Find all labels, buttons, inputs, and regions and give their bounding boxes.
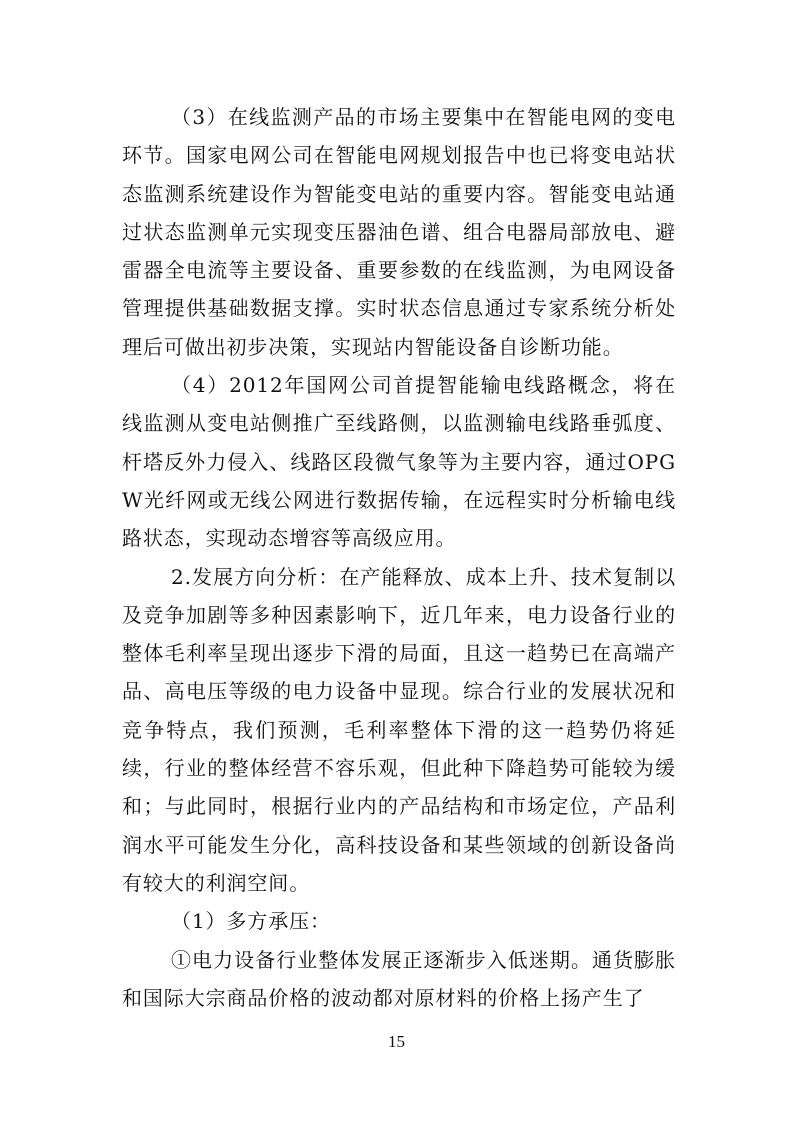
page-number: 15 — [388, 1032, 405, 1051]
paragraph-smart-transmission-line: （4）2012年国网公司首提智能输电线路概念，将在线监测从变电站侧推广至线路侧，以监测输电线路垂弧度、杆塔反外力侵入、线路区段微气象等为主要内容，通过OPGW光纤网或无线公网进行数据传输，在远程实时分析输电线路状态，实现动态增容等高级应用。 — [122, 373, 676, 551]
paragraph-online-monitoring-substation: （3）在线监测产品的市场主要集中在智能电网的变电环节。国家电网公司在智能电网规划报告中也已将变电站状态监测系统建设作为智能变电站的重要内容。智能变电站通过状态监测单元实现变压器油色谱、组合电器局部放电、避雷器全电流等主要设备、重要参数的在线监测，为电网设备管理提供基础数据支撑。实时状态信息通过专家系统分析处理后可做出初步决策，实现站内智能设备自诊断功能。 — [122, 105, 676, 359]
paragraph-multiple-pressures-heading: （1）多方承压： — [171, 909, 331, 934]
paragraph-development-direction: 2.发展方向分析：在产能释放、成本上升、技术复制以及竞争加剧等多种因素影响下，近几年来，电力设备行业的整体毛利率呈现出逐步下滑的局面，且这一趋势已在高端产品、高电压等级的电力设备中显现。综合行业的发展状况和竞争特点，我们预测，毛利率整体下滑的这一趋势仍将延续，行业的整体经营不容乐观，但此种下降趋势可能较为缓和；与此同时，根据行业内的产品结构和市场定位，产品利润水平可能发生分化，高科技设备和某些领域的创新设备尚有较大的利润空间。 — [122, 564, 676, 895]
body-text — [122, 98, 676, 1017]
paragraph-industry-downturn: ①电力设备行业整体发展正逐渐步入低迷期。通货膨胀和国际大宗商品价格的波动都对原材料的价格上扬产生了 — [122, 947, 676, 1010]
